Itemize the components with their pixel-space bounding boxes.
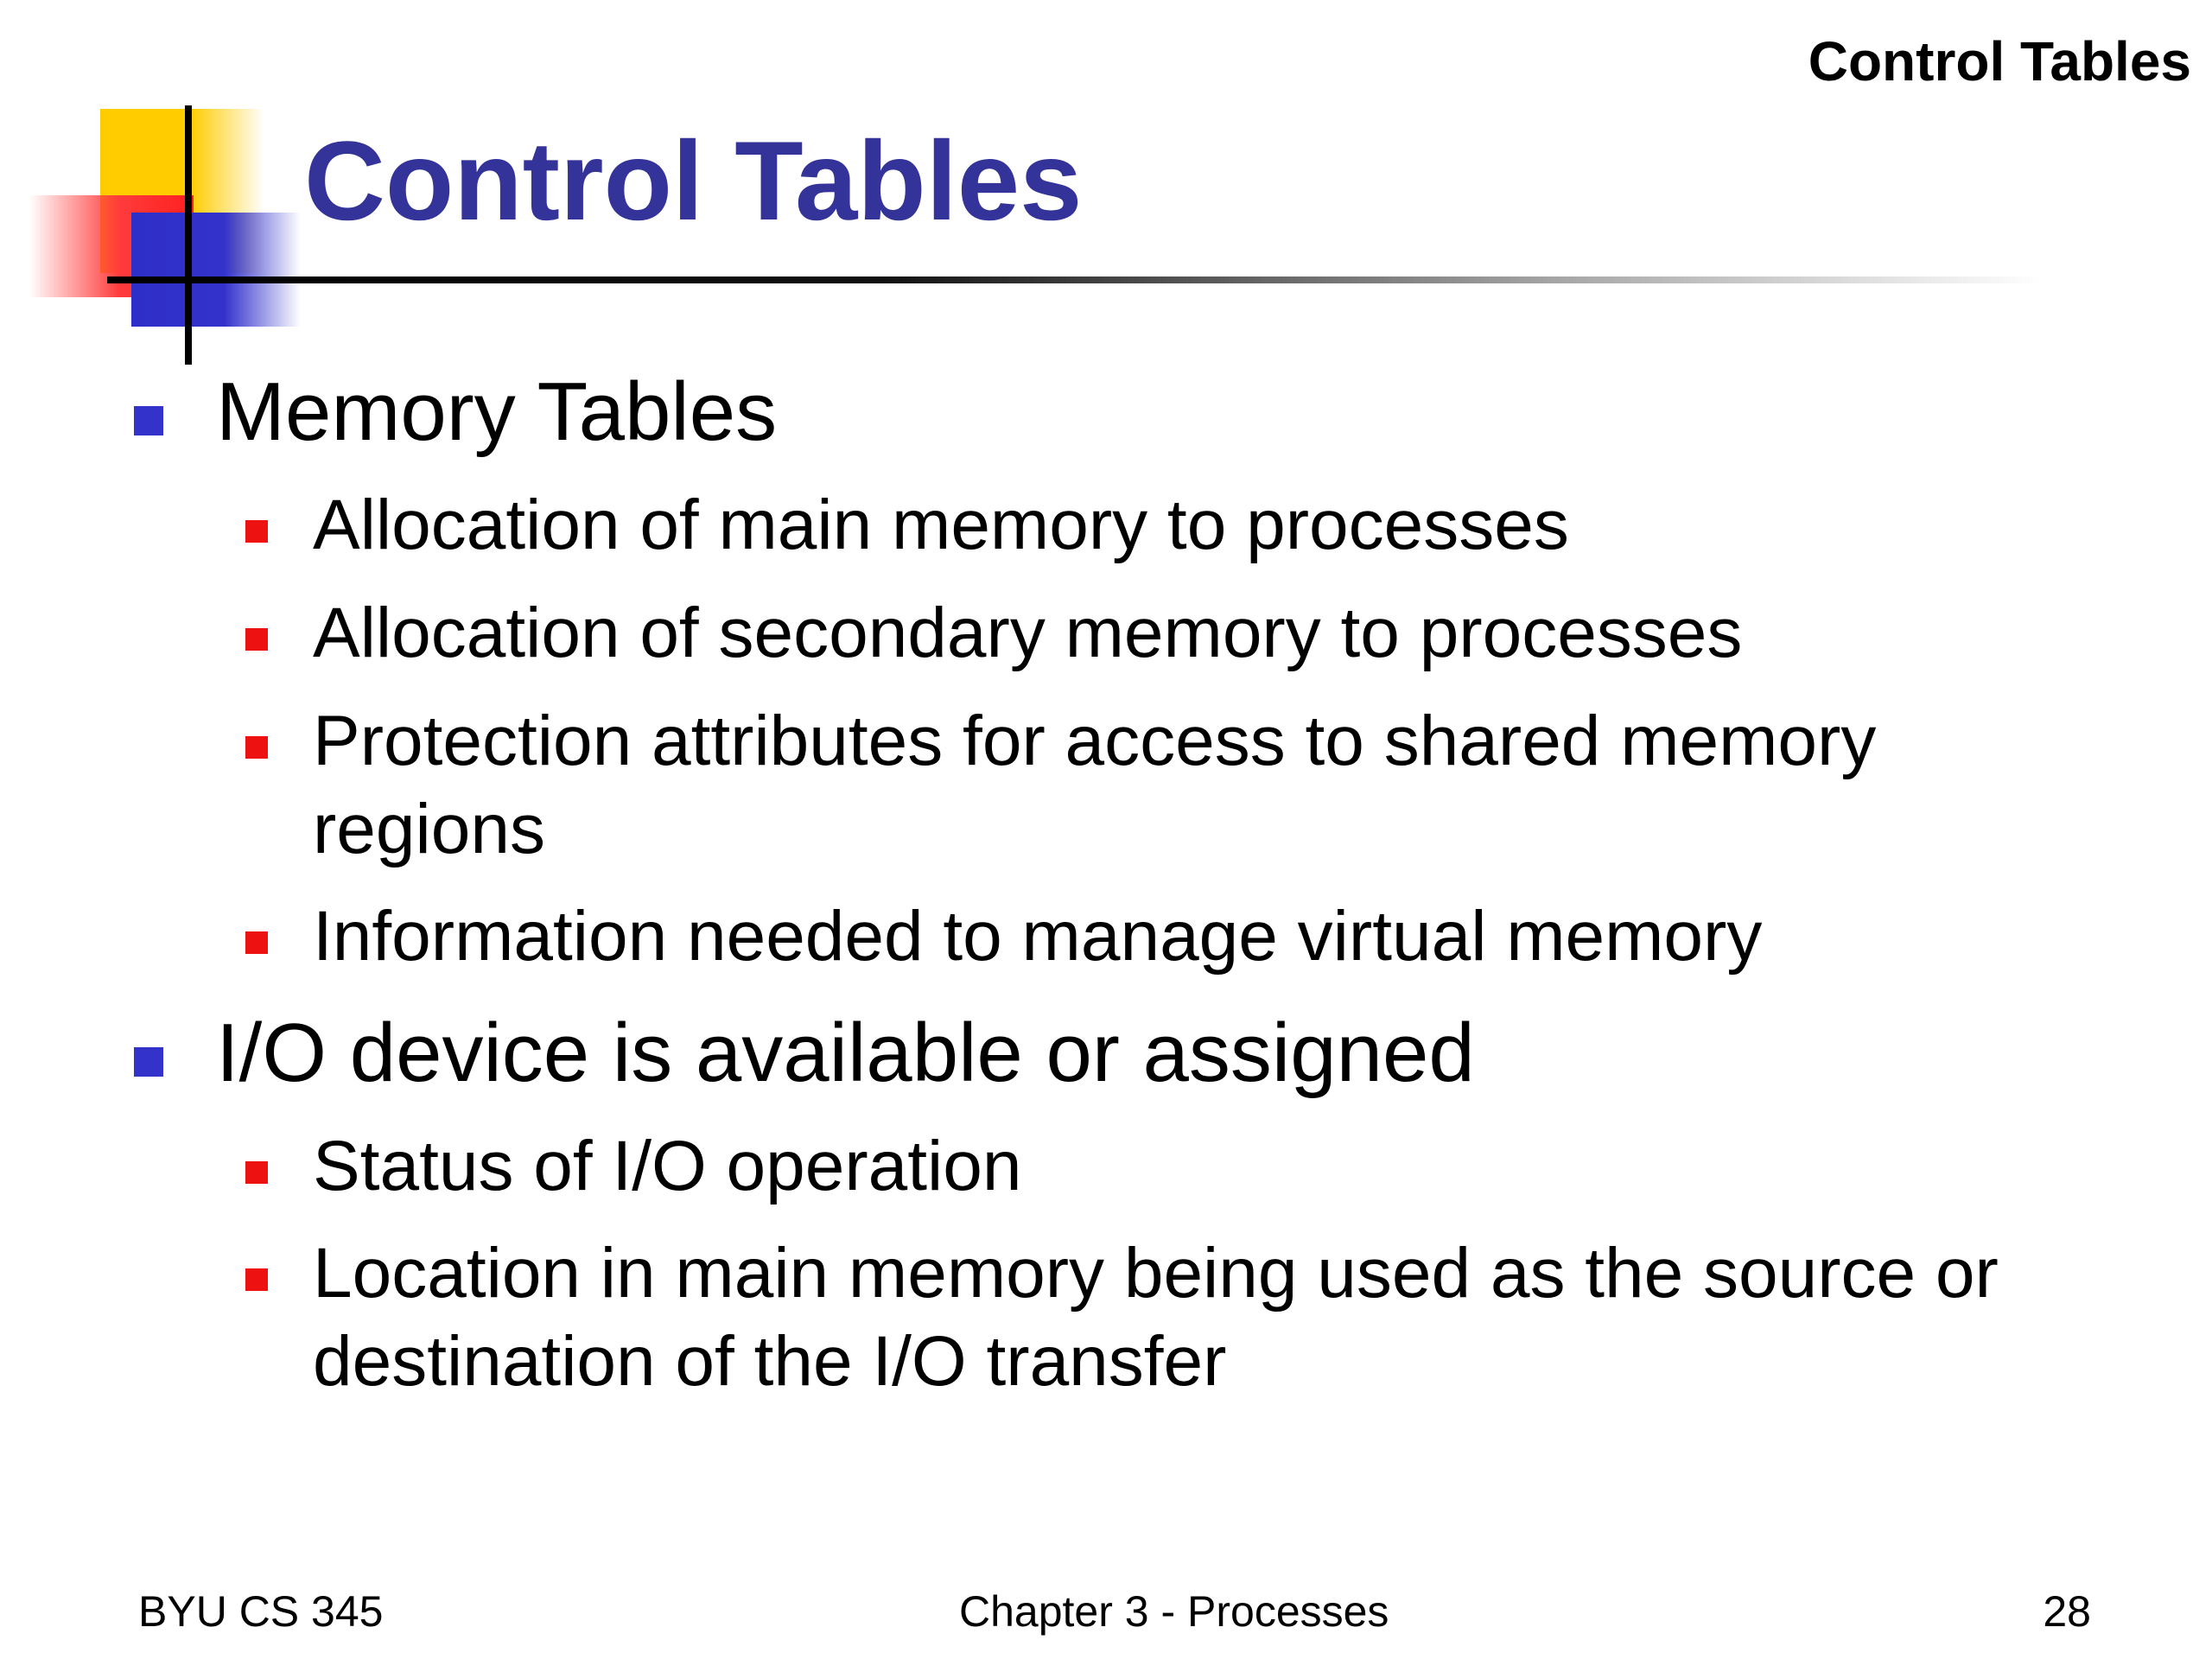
slide-logo-graphic bbox=[0, 0, 328, 380]
sub-bullet-io-status: Status of I/O operation bbox=[313, 1127, 1022, 1205]
footer-chapter: Chapter 3 - Processes bbox=[959, 1587, 1389, 1636]
footer-page-number: 28 bbox=[2043, 1587, 2091, 1636]
sub-bullet-square-icon bbox=[245, 1268, 268, 1291]
slide-title: Control Tables bbox=[304, 118, 1083, 244]
sub-bullet-main-memory-allocation: Allocation of main memory to processes bbox=[313, 486, 1569, 564]
logo-blue-square bbox=[131, 213, 301, 327]
header-corner-title: Control Tables bbox=[1808, 30, 2191, 92]
sub-bullet-protection-attributes: Protection attributes for access to shared memory bbox=[313, 702, 1877, 780]
sub-bullet-square-icon bbox=[245, 628, 268, 651]
sub-bullet-io-location-cont: destination of the I/O transfer bbox=[313, 1322, 1227, 1401]
sub-bullet-protection-attributes-cont: regions bbox=[313, 790, 545, 868]
sub-bullet-square-icon bbox=[245, 520, 268, 543]
footer-course: BYU CS 345 bbox=[138, 1587, 384, 1636]
sub-bullet-io-location: Location in main memory being used as the source or bbox=[313, 1234, 1999, 1313]
bullet-square-icon bbox=[134, 1047, 163, 1077]
logo-vertical-line bbox=[185, 105, 192, 365]
sub-bullet-virtual-memory-info: Information needed to manage virtual memory bbox=[313, 897, 1763, 976]
bullet-memory-tables: Memory Tables bbox=[216, 365, 778, 458]
bullet-io-device: I/O device is available or assigned bbox=[216, 1007, 1475, 1099]
sub-bullet-square-icon bbox=[245, 1161, 268, 1184]
title-underline-rule bbox=[107, 276, 2043, 283]
bullet-square-icon bbox=[134, 406, 163, 435]
sub-bullet-square-icon bbox=[245, 736, 268, 759]
sub-bullet-secondary-memory-allocation: Allocation of secondary memory to processes bbox=[313, 594, 1743, 672]
sub-bullet-square-icon bbox=[245, 931, 268, 954]
